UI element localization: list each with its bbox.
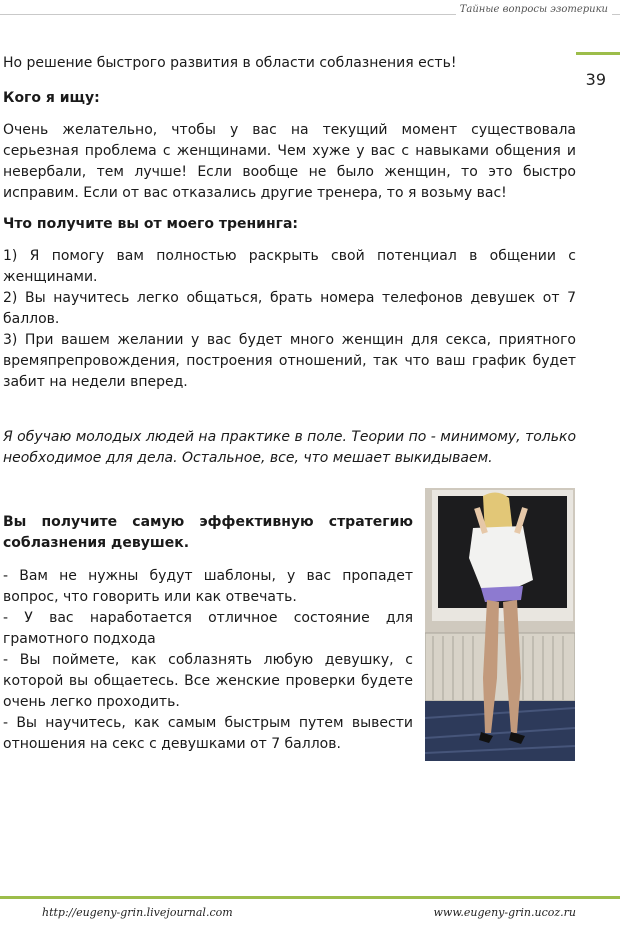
photo-illustration: [425, 488, 575, 761]
list-item: - Вам не нужны будут шаблоны, у вас пропадет вопрос, что говорить или как отвечать.: [3, 568, 413, 605]
list-item: - У вас наработается отличное состояние для грамотного подхода: [3, 610, 413, 647]
section3-list: [3, 566, 413, 755]
list-item: - Вы поймете, как соблазнять любую девушку, с которой вы общаетесь. Все женские проверки будете очень легко проходить.: [3, 652, 413, 710]
section2-list: [3, 246, 576, 393]
footer-rule: [0, 896, 620, 899]
illustration-photo: [425, 488, 575, 761]
page-accent-bar: [576, 52, 620, 55]
footer-link-livejournal[interactable]: http://eugeny-grin.livejournal.com: [42, 906, 233, 919]
page-number: 39: [585, 70, 606, 89]
intro-text: Но решение быстрого развития в области соблазнения есть!: [3, 55, 457, 71]
section1-text: Очень желательно, чтобы у вас на текущий момент существовала серьезная проблема с женщинами. Чем хуже у вас с навыками общения и невербали, тем лучше! Если вообще не было женщин, то это быстро исправим. Если от вас отказались другие тренера, то я возьму вас!: [3, 122, 576, 201]
training-note: Я обучаю молодых людей на практике в поле. Теории по - минимому, только необходимое для дела. Остальное, все, что мешает выкидываем.: [3, 429, 577, 466]
list-item: 3) При вашем желании у вас будет много женщин для секса, приятного времяпрепровождения, построения отношений, так что ваш график будет забит на недели вперед.: [3, 332, 576, 390]
section3-heading: Вы получите самую эффективную стратегию соблазнения девушек.: [3, 514, 413, 551]
section1-heading: Кого я ищу:: [3, 90, 100, 106]
footer-link-ucoz[interactable]: www.eugeny-grin.ucoz.ru: [433, 906, 576, 919]
section2-heading: Что получите вы от моего тренинга:: [3, 216, 299, 232]
list-item: 1) Я помогу вам полностью раскрыть свой потенциал в общении с женщинами.: [3, 248, 576, 285]
list-item: - Вы научитесь, как самым быстрым путем вывести отношения на секс с девушками от 7 баллов.: [3, 715, 413, 752]
header-title: Тайные вопросы эзотерики: [456, 4, 612, 15]
list-item: 2) Вы научитесь легко общаться, брать номера телефонов девушек от 7 баллов.: [3, 290, 576, 327]
